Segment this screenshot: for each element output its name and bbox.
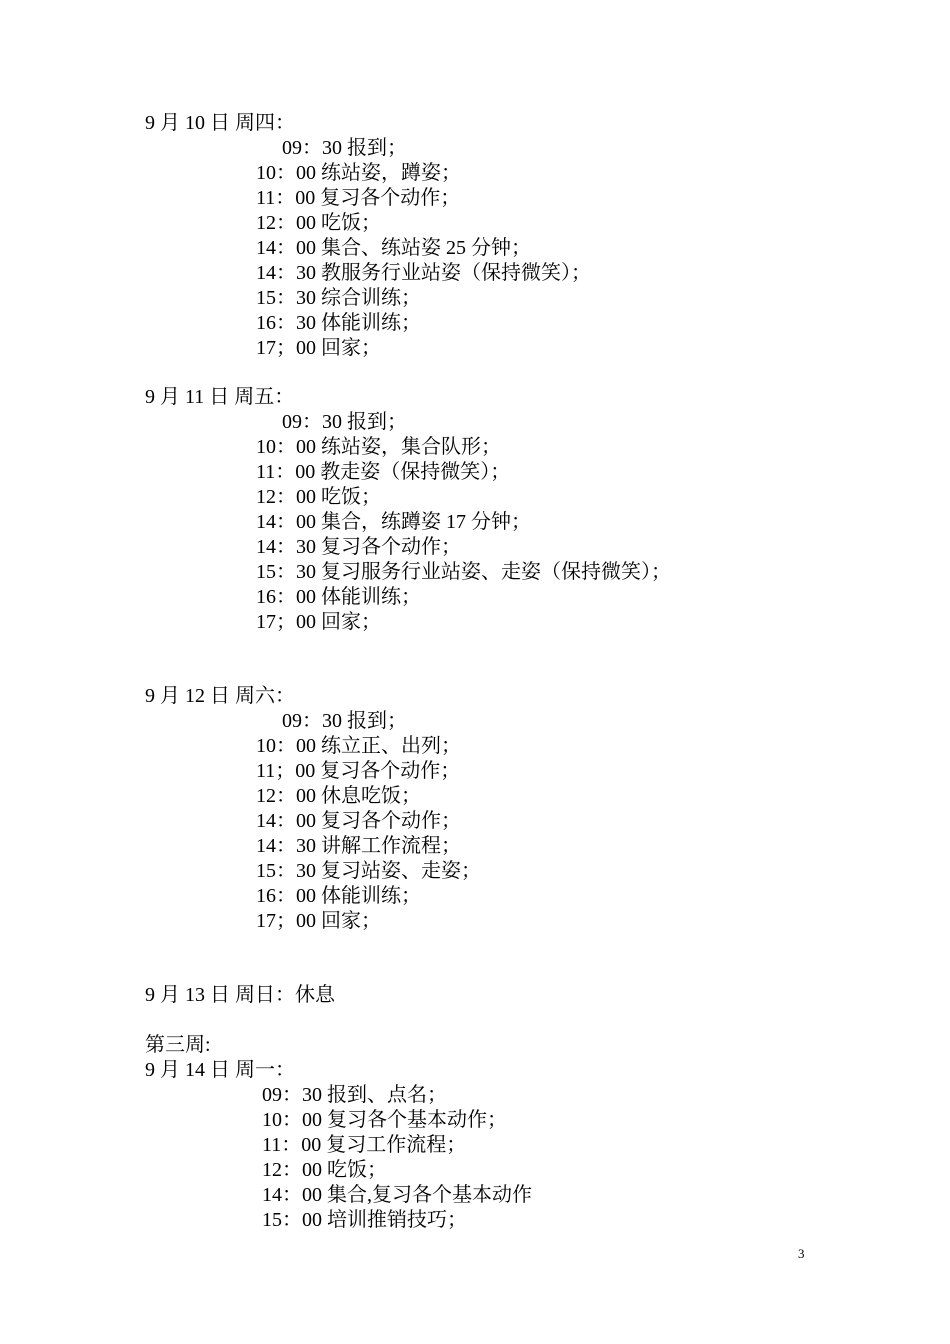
schedule-item: 17；00 回家； xyxy=(256,910,381,932)
schedule-item: 15：30 复习站姿、走姿； xyxy=(256,860,481,882)
day-heading: 9 月 10 日 周四： xyxy=(145,112,295,134)
schedule-item: 11：00 教走姿（保持微笑）； xyxy=(256,461,511,483)
schedule-item: 15：30 综合训练； xyxy=(256,287,421,309)
schedule-item: 14：30 复习各个动作； xyxy=(256,536,461,558)
schedule-item: 14：00 集合，练蹲姿 17 分钟； xyxy=(256,511,531,533)
schedule-item: 11：00 复习各个动作； xyxy=(256,187,461,209)
schedule-item: 10：00 练站姿，集合队形； xyxy=(256,436,501,458)
schedule-item: 09：30 报到； xyxy=(282,710,407,732)
week-heading: 第三周: xyxy=(145,1034,211,1056)
schedule-item: 09：30 报到； xyxy=(282,411,407,433)
schedule-item: 15：00 培训推销技巧； xyxy=(262,1209,467,1231)
schedule-item: 17；00 回家； xyxy=(256,337,381,359)
schedule-item: 11：00 复习工作流程； xyxy=(262,1134,467,1156)
schedule-item: 14：00 集合、练站姿 25 分钟； xyxy=(256,237,531,259)
schedule-item: 16：30 体能训练； xyxy=(256,312,421,334)
schedule-item: 09：30 报到、点名； xyxy=(262,1084,447,1106)
schedule-item: 16：00 体能训练； xyxy=(256,586,421,608)
schedule-item: 17；00 回家； xyxy=(256,611,381,633)
schedule-item: 10：00 练站姿，蹲姿； xyxy=(256,162,461,184)
schedule-item: 15：30 复习服务行业站姿、走姿（保持微笑）； xyxy=(256,561,671,583)
schedule-item: 09：30 报到； xyxy=(282,137,407,159)
schedule-item: 11；00 复习各个动作； xyxy=(256,760,461,782)
schedule-item: 14：00 复习各个动作； xyxy=(256,810,461,832)
schedule-item: 14：00 集合,复习各个基本动作 xyxy=(262,1184,532,1206)
schedule-item: 10：00 练立正、出列； xyxy=(256,735,461,757)
schedule-item: 10：00 复习各个基本动作； xyxy=(262,1109,507,1131)
schedule-item: 12：00 吃饭； xyxy=(256,212,381,234)
schedule-item: 16：00 体能训练； xyxy=(256,885,421,907)
schedule-item: 14：30 讲解工作流程； xyxy=(256,835,461,857)
schedule-item: 14：30 教服务行业站姿（保持微笑）； xyxy=(256,262,591,284)
day-heading: 9 月 11 日 周五： xyxy=(145,386,295,408)
schedule-item: 12：00 吃饭； xyxy=(262,1159,387,1181)
schedule-item: 12：00 吃饭； xyxy=(256,486,381,508)
day-heading: 9 月 14 日 周一： xyxy=(145,1059,295,1081)
schedule-item: 12：00 休息吃饭； xyxy=(256,785,421,807)
day-heading: 9 月 12 日 周六： xyxy=(145,685,295,707)
page-number: 3 xyxy=(798,1246,805,1261)
day-heading: 9 月 13 日 周日：休息 xyxy=(145,984,335,1006)
